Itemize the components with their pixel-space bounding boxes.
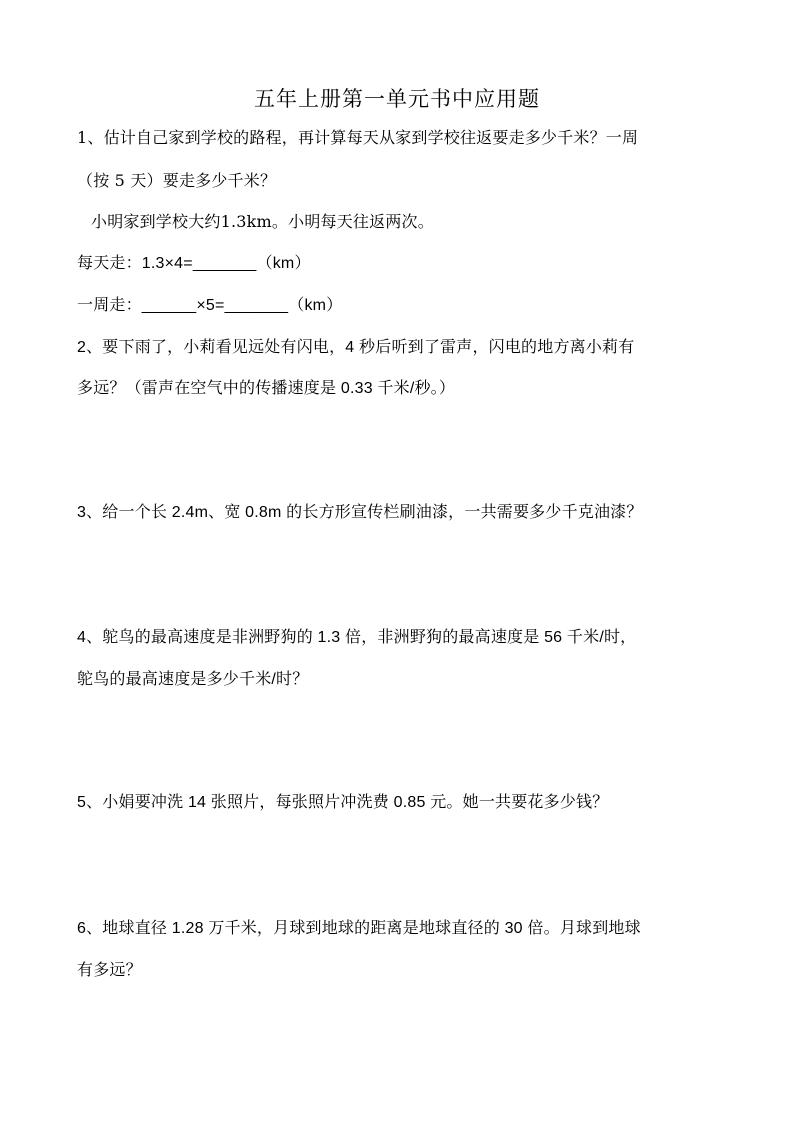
question-4-line-1: 4、鸵鸟的最高速度是非洲野狗的 1.3 倍，非洲野狗的最高速度是 56 千米/时， (77, 629, 637, 646)
question-2-line-1: 2、要下雨了，小莉看见远处有闪电，4 秒后听到了雷声，闪电的地方离小莉有 (77, 339, 635, 356)
question-6-line-2: 有多远？ (77, 962, 142, 979)
question-1-line-1: 1、估计自己家到学校的路程，再计算每天从家到学校往返要走多少千米？一周 (77, 128, 639, 147)
question-3-line-1: 3、给一个长 2.4m、宽 0.8m 的长方形宣传栏刷油漆，一共需要多少千克油漆？ (77, 504, 643, 521)
page-title: 五年上册第一单元书中应用题 (254, 87, 540, 111)
question-1-line-2: （按 5 天）要走多少千米？ (77, 171, 277, 190)
question-1-daily: 每天走：1.3×4=_______（km） (77, 255, 311, 272)
question-6-line-1: 6、地球直径 1.28 万千米，月球到地球的距离是地球直径的 30 倍。月球到地球 (77, 920, 641, 937)
question-2-line-2: 多远？（雷声在空气中的传播速度是 0.33 千米/秒。） (77, 380, 456, 397)
question-1-weekly: 一周走：______×5=_______（km） (77, 297, 343, 314)
question-1-example: 小明家到学校大约1.3km。小明每天往返两次。 (91, 212, 434, 231)
question-4-line-2: 鸵鸟的最高速度是多少千米/时？ (77, 671, 309, 688)
question-5-line-1: 5、小娟要冲洗 14 张照片，每张照片冲洗费 0.85 元。她一共要花多少钱？ (77, 794, 609, 811)
